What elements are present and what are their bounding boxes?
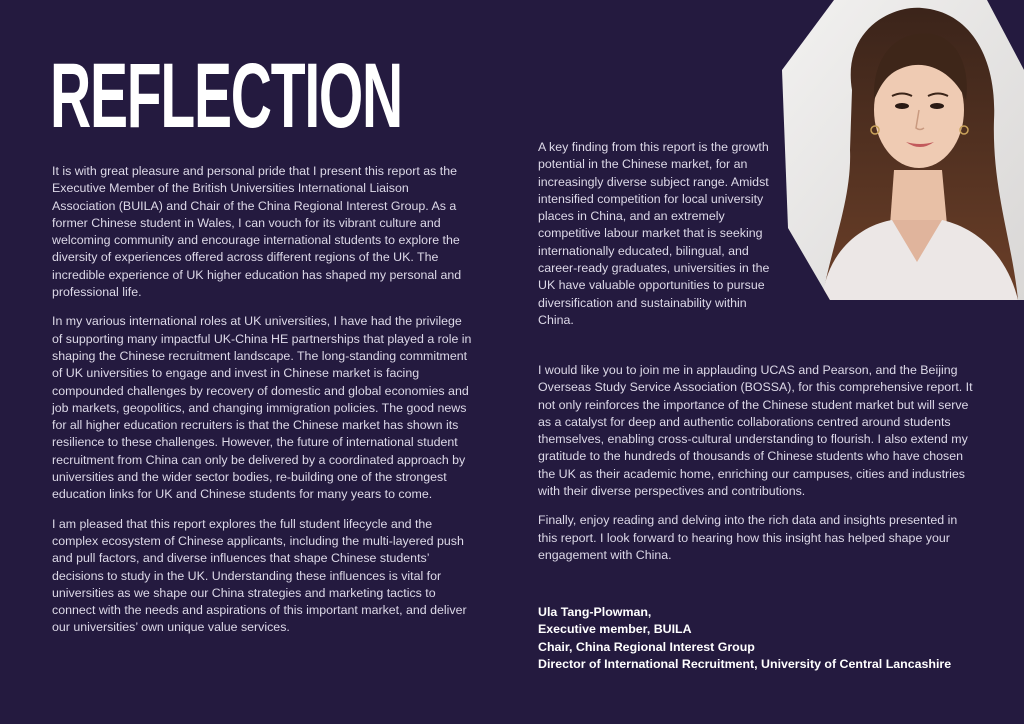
signature-title: Executive member, BUILA: [538, 622, 692, 637]
signature-title: Chair, China Regional Interest Group: [538, 639, 755, 654]
paragraph: Finally, enjoy reading and delving into the rich data and insights presented in this report. I look forward to hearing how this insight has helped shape your engagement with China.: [538, 513, 958, 562]
paragraph: A key finding from this report is the growth potential in the Chinese market, for an increasingly diverse subject range. Amidst intensified competition for local university places in China, and an extremely competitive labour market that is seeking internationally educated, bilingual, and career-ready graduates, universities in the UK have valuable opportunities to pursue diversification and sustainability within China.: [538, 140, 770, 327]
signature-name: Ula Tang-Plowman,: [538, 605, 652, 619]
right-column-top: [538, 139, 783, 341]
portrait-photo: [782, 0, 1024, 300]
signature-block: [538, 604, 1008, 673]
paragraph: I would like you to join me in applauding UCAS and Pearson, and the Beijing Overseas Study Service Association (BOSSA), for this comprehensive report. It not only reinforces the importance of the Chinese student market but will serve as a catalyst for deep and authentic collaborations centred around students themselves, enabling cross-cultural understanding to flourish. I also extend my gratitude to the hundreds of thousands of Chinese students who have chosen the UK as their academic home, enriching our campuses, cities and industries with their diverse perspectives and contributions.: [538, 363, 973, 499]
signature-title: Director of International Recruitment, University of Central Lancashire: [538, 656, 952, 671]
paragraph: I am pleased that this report explores the full student lifecycle and the complex ecosystem of Chinese applicants, including the multi-layered push and pull factors, and diverse influences that shape Chinese students’ decisions to study in the UK. Understanding these influences is vital for universities as we shape our China strategies and marketing tactics to connect with the needs and aspirations of this important market, and deliver our universities’ own unique value services.: [52, 516, 467, 635]
portrait-icon: [782, 0, 1024, 300]
left-column: [52, 163, 474, 649]
right-column: [538, 362, 978, 576]
paragraph: It is with great pleasure and personal pride that I present this report as the Executive Member of the British Universities International Liaison Association (BUILA) and Chair of the China Regional Interest Group. As a former Chinese student in Wales, I can vouch for its vibrant culture and welcoming community and encourage international students to explore the diversity of experiences offered across different regions of the UK. The incredible experience of UK higher education has shaped my personal and professional life.: [52, 164, 462, 300]
paragraph: In my various international roles at UK universities, I have had the privilege of supporting many impactful UK-China HE partnerships that played a role in shaping the Chinese recruitment landscape. The long-standing commitment of UK universities to engage and invest in Chinese market is facing compounded challenges by recovery of domestic and global economies and job markets, geopolitics, and changing immigration policies. The good news for all higher education recruiters is that the Chinese market has shown its resilience to these challenges. However, the future of international student recruitment from China can only be delivered by a coordinated approach by universities and the wider sector bodies, re-building one of the strongest education links for UK and Chinese students for many years to come.: [52, 314, 472, 502]
page-title: REFLECTION: [50, 45, 403, 147]
